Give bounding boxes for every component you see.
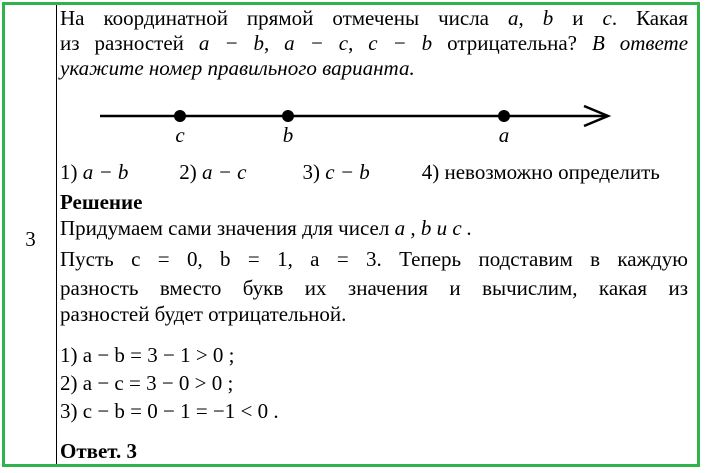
solution-line-3: разность вместо букв их значения и вычислим, какая из [60, 276, 688, 300]
answer-options [60, 160, 660, 185]
point-label-b: b [282, 123, 294, 146]
var-b: b [542, 6, 554, 30]
question-line-1 [60, 6, 688, 31]
solution-heading: Решение [60, 190, 143, 214]
question-line2-suffix: отрицательна? [447, 31, 577, 55]
solution-line-2: Пусть c = 0, b = 1, a = 3. Теперь подставим в каждую [60, 247, 688, 271]
calc-line-3: 3) c − b = 0 − 1 = −1 < 0 . [60, 399, 279, 423]
question-line-3: укажите номер правильного варианта. [60, 56, 415, 80]
point-b [282, 110, 294, 122]
option-2: 2) a − c [179, 160, 247, 184]
question-line1-prefix: На координатной прямой отмечены числа [60, 6, 489, 30]
option-1: 1) a − b [60, 160, 129, 184]
task-number-column [5, 5, 57, 464]
answer-line: Ответ. 3 [60, 439, 138, 463]
conj-and: и [572, 6, 584, 30]
calc-line-1: 1) a − b = 3 − 1 > 0 ; [60, 343, 235, 367]
var-a: a [508, 6, 519, 30]
question-line2-prefix: из разностей [60, 31, 184, 55]
solution-line-1: Придумаем сами значения для чисел a , b и c . [60, 216, 473, 240]
diff-ab: a − b [198, 31, 264, 55]
point-label-a: a [498, 123, 510, 146]
question-line2-italic: В ответе [591, 31, 689, 55]
question-text [60, 6, 688, 81]
var-c: c [602, 6, 612, 30]
comma: , [518, 6, 524, 30]
calc-line-2: 2) a − c = 3 − 0 > 0 ; [60, 371, 234, 395]
diff-ac: a − c [284, 31, 349, 55]
question-line-2: из разностей a − b, a − c, c − b отрицательна? В ответе [60, 31, 689, 55]
task-number: 3 [25, 227, 36, 251]
option-3: 3) c − b [302, 160, 370, 184]
point-label-c: c [175, 123, 185, 146]
option-4: 4) невозможно определить [421, 160, 660, 184]
point-c [174, 110, 186, 122]
number-line [100, 100, 620, 146]
question-line1-suffix: . Какая [611, 6, 688, 30]
diff-cb: c − b [368, 31, 433, 55]
solution-line-4: разностей будет отрицательной. [60, 302, 347, 326]
point-a [498, 110, 510, 122]
